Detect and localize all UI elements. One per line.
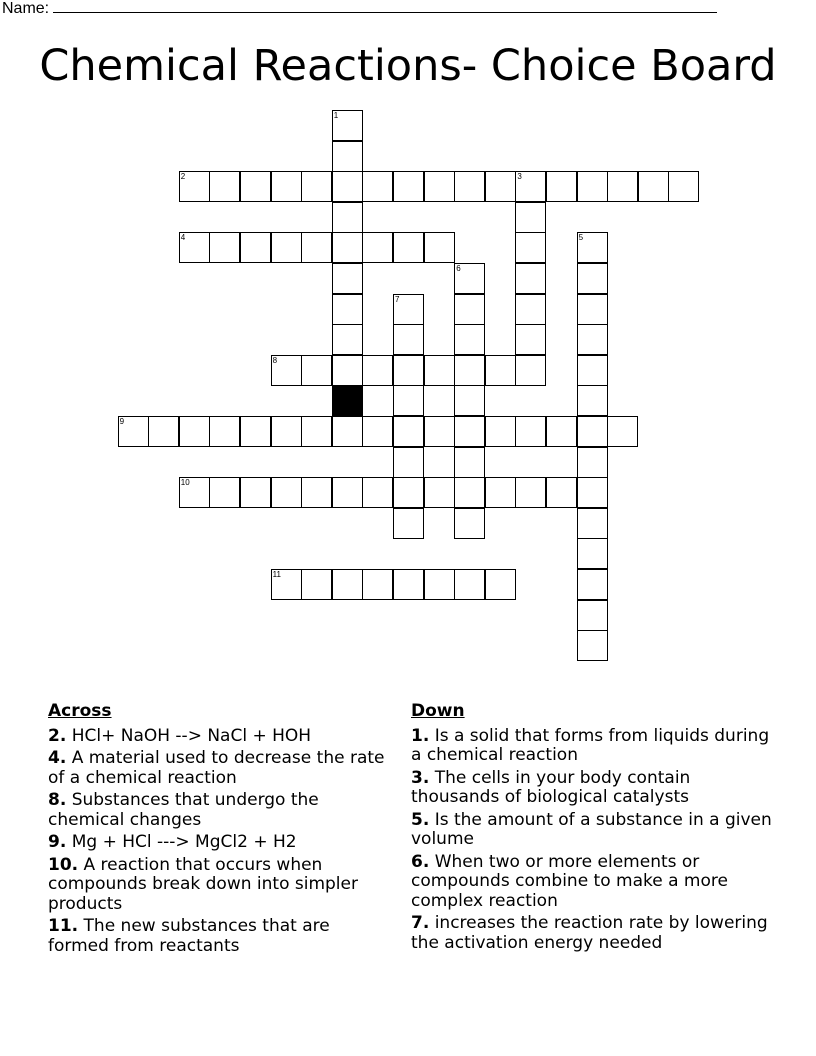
crossword-cell[interactable]: [271, 416, 302, 447]
crossword-cell[interactable]: [301, 355, 332, 386]
crossword-cell[interactable]: [393, 232, 424, 263]
cell-number: 1: [333, 111, 339, 120]
crossword-cell[interactable]: [454, 477, 485, 508]
clue-text: The new substances that are formed from reactants: [48, 916, 330, 956]
blocked-cell: [332, 385, 363, 416]
crossword-cell[interactable]: [454, 385, 485, 416]
crossword-cell[interactable]: [638, 171, 669, 202]
clue-item: [411, 727, 781, 766]
crossword-cell[interactable]: [577, 538, 608, 569]
crossword-cell[interactable]: [577, 569, 608, 600]
crossword-cell[interactable]: [332, 355, 363, 386]
crossword-cell[interactable]: [179, 416, 210, 447]
crossword-cell[interactable]: [515, 202, 546, 233]
across-clues: [48, 702, 388, 959]
crossword-cell[interactable]: [485, 416, 516, 447]
crossword-cell[interactable]: [332, 263, 363, 294]
crossword-cell[interactable]: [393, 477, 424, 508]
crossword-cell[interactable]: [301, 569, 332, 600]
crossword-cell[interactable]: [546, 171, 577, 202]
clue-number: 3.: [411, 767, 430, 788]
crossword-cell[interactable]: [454, 569, 485, 600]
clue-text: When two or more elements or compounds combine to make a more complex reaction: [411, 851, 728, 911]
crossword-cell[interactable]: [179, 477, 210, 508]
crossword-cell[interactable]: [362, 232, 393, 263]
cell-number: 5: [578, 233, 584, 243]
crossword-cell[interactable]: [271, 232, 302, 263]
crossword-cell[interactable]: [454, 508, 485, 539]
crossword-cell[interactable]: [515, 171, 546, 202]
crossword-cell[interactable]: [577, 447, 608, 478]
crossword-cell[interactable]: [301, 232, 332, 263]
crossword-cell[interactable]: [515, 263, 546, 294]
crossword-cell[interactable]: [393, 385, 424, 416]
clue-item: [48, 856, 388, 915]
crossword-cell[interactable]: [209, 232, 240, 263]
crossword-cell[interactable]: [607, 416, 638, 447]
crossword-cell[interactable]: [271, 355, 302, 386]
across-heading: Across: [48, 701, 112, 721]
clue-number: 7.: [411, 913, 430, 933]
clue-number: 10.: [48, 854, 79, 875]
crossword-cell[interactable]: [546, 477, 577, 508]
crossword-cell[interactable]: [301, 477, 332, 508]
clue-item: [411, 853, 781, 912]
crossword-cell[interactable]: [485, 569, 516, 600]
clue-text: A material used to decrease the rate of a chemical reaction: [48, 748, 385, 788]
crossword-cell[interactable]: [515, 416, 546, 447]
crossword-cell[interactable]: [240, 416, 271, 447]
crossword-cell[interactable]: [209, 416, 240, 447]
clue-number: 11.: [48, 916, 79, 936]
crossword-cell[interactable]: [515, 324, 546, 355]
clue-item: [48, 727, 388, 747]
cell-number: 2: [180, 172, 186, 182]
crossword-cell[interactable]: [485, 171, 516, 202]
crossword-cell[interactable]: [332, 294, 363, 325]
crossword-cell[interactable]: [577, 232, 608, 263]
clue-text: Is a solid that forms from liquids during a chemical reaction: [411, 725, 770, 765]
crossword-cell[interactable]: [577, 416, 608, 447]
crossword-cell[interactable]: [577, 263, 608, 294]
crossword-cell[interactable]: [577, 630, 608, 661]
crossword-cell[interactable]: [546, 416, 577, 447]
crossword-cell[interactable]: [362, 416, 393, 447]
crossword-cell[interactable]: [577, 508, 608, 539]
clue-text: A reaction that occurs when compounds break down into simpler products: [48, 854, 358, 914]
crossword-cell[interactable]: [577, 355, 608, 386]
crossword-cell[interactable]: [424, 171, 455, 202]
clue-number: 1.: [411, 725, 430, 746]
crossword-cell[interactable]: [393, 569, 424, 600]
crossword-cell[interactable]: [515, 355, 546, 386]
cell-number: 4: [180, 233, 186, 243]
crossword-cell[interactable]: [301, 416, 332, 447]
clue-item: [48, 917, 388, 956]
clue-text: Substances that undergo the chemical changes: [48, 790, 319, 830]
crossword-cell[interactable]: [240, 232, 271, 263]
crossword-cell[interactable]: [332, 110, 363, 141]
clue-text: Is the amount of a substance in a given volume: [411, 809, 772, 849]
crossword-cell[interactable]: [424, 232, 455, 263]
crossword-cell[interactable]: [332, 477, 363, 508]
crossword-cell[interactable]: [332, 202, 363, 233]
crossword-cell[interactable]: [454, 324, 485, 355]
crossword-cell[interactable]: [454, 294, 485, 325]
crossword-cell[interactable]: [454, 263, 485, 294]
crossword-cell[interactable]: [577, 477, 608, 508]
crossword-cell[interactable]: [454, 416, 485, 447]
crossword-cell[interactable]: [515, 477, 546, 508]
crossword-cell[interactable]: [209, 477, 240, 508]
crossword-cell[interactable]: [179, 232, 210, 263]
clue-text: HCl+ NaOH --> NaCl + HOH: [66, 725, 312, 746]
crossword-cell[interactable]: [271, 171, 302, 202]
crossword-cell[interactable]: [271, 569, 302, 600]
crossword-cell[interactable]: [271, 477, 302, 508]
crossword-cell[interactable]: [424, 355, 455, 386]
crossword-cell[interactable]: [240, 171, 271, 202]
clue-item: [411, 769, 781, 808]
crossword-cell[interactable]: [148, 416, 179, 447]
crossword-cell[interactable]: [332, 171, 363, 202]
clue-text: Mg + HCl ---> MgCl2 + H2: [66, 832, 297, 852]
clue-number: 4.: [48, 748, 67, 768]
crossword-cell[interactable]: [393, 171, 424, 202]
crossword-cell[interactable]: [577, 324, 608, 355]
crossword-cell[interactable]: [362, 569, 393, 600]
cell-number: 10: [180, 478, 190, 488]
crossword-cell[interactable]: [393, 447, 424, 478]
clue-text: The cells in your body contain thousands of biological catalysts: [411, 767, 691, 807]
crossword-cell[interactable]: [332, 232, 363, 263]
crossword-cell[interactable]: [118, 416, 149, 447]
clue-item: [411, 914, 781, 953]
crossword-cell[interactable]: [393, 355, 424, 386]
crossword-cell[interactable]: [393, 324, 424, 355]
down-clues: [411, 702, 781, 956]
clue-number: 6.: [411, 851, 430, 872]
crossword-cell[interactable]: [454, 447, 485, 478]
crossword-cell[interactable]: [332, 141, 363, 172]
clue-item: [48, 833, 388, 853]
clue-item: [48, 791, 388, 830]
cell-number: 3: [517, 172, 522, 182]
down-heading: Down: [411, 701, 465, 721]
crossword-cell[interactable]: [668, 171, 699, 202]
crossword-cell[interactable]: [424, 477, 455, 508]
crossword-cell[interactable]: [515, 294, 546, 325]
crossword-cell[interactable]: [362, 171, 393, 202]
crossword-cell[interactable]: [332, 324, 363, 355]
cell-number: 6: [456, 264, 461, 273]
cell-number: 9: [119, 417, 125, 426]
crossword-cell[interactable]: [362, 355, 393, 386]
cell-number: 8: [272, 355, 278, 365]
clue-item: [48, 749, 388, 788]
crossword-cell[interactable]: [393, 294, 424, 325]
clue-text: increases the reaction rate by lowering the activation energy needed: [411, 913, 768, 953]
clue-number: 8.: [48, 790, 67, 810]
crossword-cell[interactable]: [485, 355, 516, 386]
crossword-cell[interactable]: [577, 294, 608, 325]
crossword-cell[interactable]: [577, 385, 608, 416]
crossword-cell[interactable]: [393, 508, 424, 539]
crossword-cell[interactable]: [240, 477, 271, 508]
crossword-cell[interactable]: [577, 600, 608, 631]
crossword-cell[interactable]: [515, 232, 546, 263]
crossword-cell[interactable]: [362, 477, 393, 508]
crossword-cell[interactable]: [209, 171, 240, 202]
crossword-cell[interactable]: [179, 171, 210, 202]
clue-item: [411, 811, 781, 850]
crossword-cell[interactable]: [485, 477, 516, 508]
crossword-cell[interactable]: [332, 416, 363, 447]
crossword-cell[interactable]: [577, 171, 608, 202]
crossword-cell[interactable]: [301, 171, 332, 202]
cell-number: 7: [395, 294, 400, 304]
page-title: Chemical Reactions- Choice Board: [39, 41, 777, 91]
crossword-cell[interactable]: [424, 416, 455, 447]
crossword-cell[interactable]: [332, 569, 363, 600]
crossword-cell[interactable]: [393, 416, 424, 447]
clue-number: 9.: [48, 832, 67, 852]
clue-number: 2.: [48, 725, 67, 746]
clue-number: 5.: [411, 809, 430, 830]
crossword-cell[interactable]: [424, 569, 455, 600]
crossword-cell[interactable]: [607, 171, 638, 202]
crossword-cell[interactable]: [454, 355, 485, 386]
name-label: Name:: [2, 0, 50, 17]
crossword-cell[interactable]: [454, 171, 485, 202]
cell-number: 11: [272, 570, 281, 579]
